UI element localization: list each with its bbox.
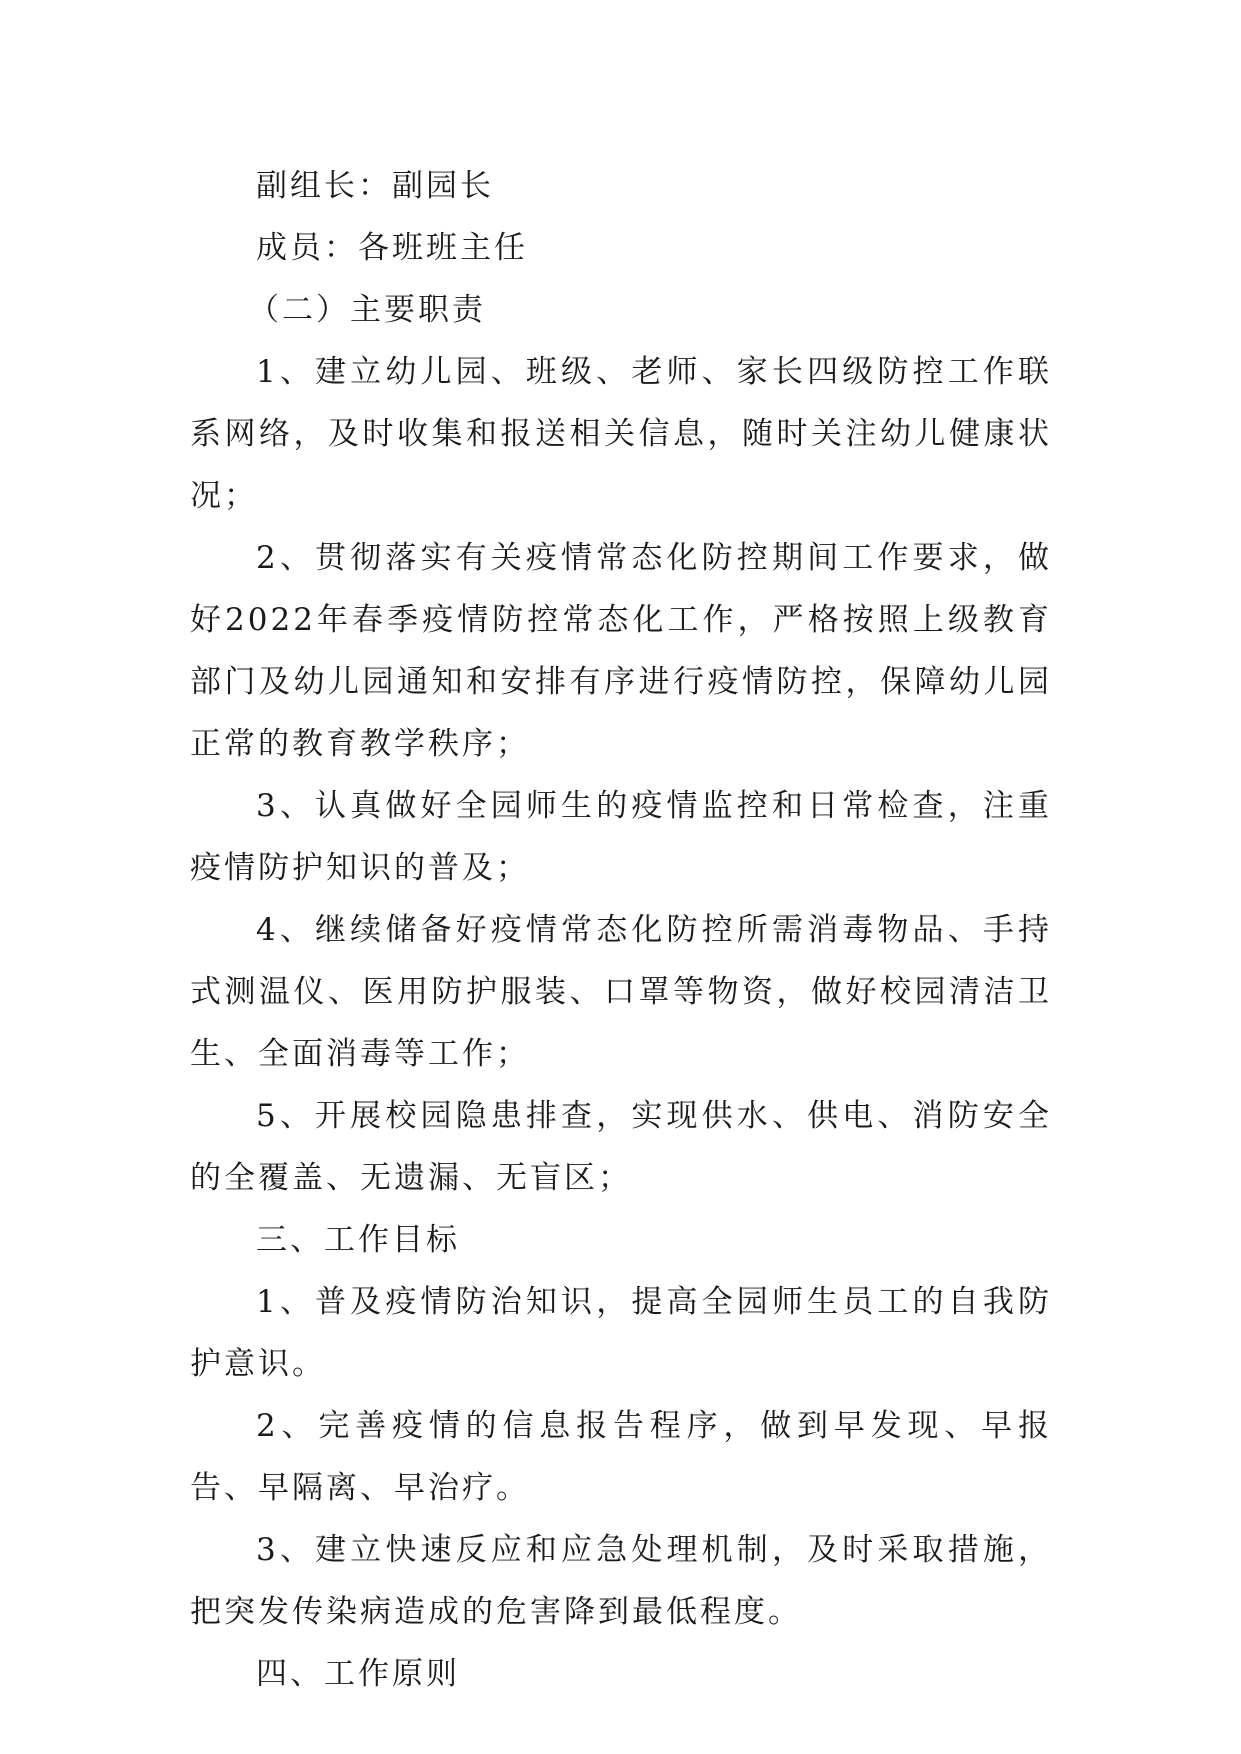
paragraph-goal-2: 2、完善疫情的信息报告程序，做到早发现、早报告、早隔离、早治疗。 (190, 1408, 1052, 1506)
document-body (190, 155, 1052, 1705)
paragraph-goal-3: 3、建立快速反应和应急处理机制，及时采取措施，把突发传染病造成的危害降到最低程度。 (190, 1532, 1052, 1630)
paragraph-deputy-leader: 副组长：副园长 (256, 168, 494, 204)
paragraph-duty-4: 4、继续储备好疫情常态化防控所需消毒物品、手持式测温仪、医用防护服装、口罩等物资，做好校园清洁卫生、全面消毒等工作； (190, 912, 1052, 1072)
paragraph-duty-2: 2、贯彻落实有关疫情常态化防控期间工作要求，做好2022年春季疫情防控常态化工作，严格按照上级教育部门及幼儿园通知和安排有序进行疫情防控，保障幼儿园正常的教育教学秩序； (190, 540, 1052, 762)
section-heading-duties: （二）主要职责 (248, 292, 486, 328)
paragraph-members: 成员：各班班主任 (256, 230, 528, 266)
section-heading-principles: 四、工作原则 (256, 1656, 460, 1692)
paragraph-duty-3: 3、认真做好全园师生的疫情监控和日常检查，注重疫情防护知识的普及； (190, 788, 1052, 886)
paragraph-duty-5: 5、开展校园隐患排查，实现供水、供电、消防安全的全覆盖、无遗漏、无盲区； (190, 1098, 1052, 1196)
paragraph-duty-1: 1、建立幼儿园、班级、老师、家长四级防控工作联系网络，及时收集和报送相关信息，随时关注幼儿健康状况； (190, 354, 1052, 514)
paragraph-goal-1: 1、普及疫情防治知识，提高全园师生员工的自我防护意识。 (190, 1284, 1052, 1382)
section-heading-goals: 三、工作目标 (256, 1222, 460, 1258)
